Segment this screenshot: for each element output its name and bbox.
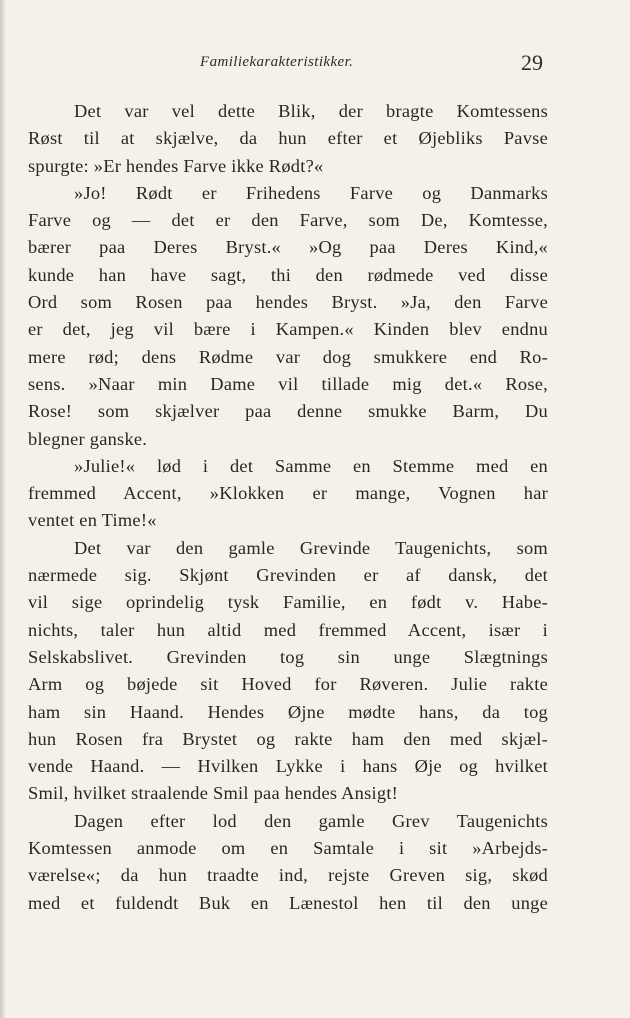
text-line: ventet en Time!« (28, 510, 157, 531)
text-line: Dagen efter lod den gamle Grev Taugenichts (74, 810, 548, 831)
text-line: Smil, hvilket straalende Smil paa hendes Ansigt! (28, 783, 399, 804)
text-line: nichts, taler hun altid med fremmed Accent, især i (28, 619, 548, 640)
text-line: ham sin Haand. Hendes Øjne mødte hans, da tog (28, 701, 548, 722)
text-line: sens. »Naar min Dame vil tillade mig det.« Rose, (28, 373, 548, 394)
text-line: Selskabslivet. Grevinden tog sin unge Slægtnings (28, 646, 548, 667)
text-line: bærer paa Deres Bryst.« »Og paa Deres Kind,« (28, 237, 548, 258)
running-title: Familiekarakteristikker. (200, 54, 354, 70)
text-line: vil sige oprindelig tysk Familie, en født v. Habe- (28, 592, 548, 613)
text-line: mere rød; dens Rødme var dog smukkere end Ro- (28, 346, 548, 367)
text-line: Arm og bøjede sit Hoved for Røveren. Julie rakte (28, 674, 548, 695)
text-line: værelse«; da hun traadte ind, rejste Greven sig, skød (28, 865, 548, 886)
text-line: Farve og — det er den Farve, som De, Komtesse, (28, 210, 548, 231)
text-line: Rose! som skjælver paa denne smukke Barm, Du (28, 401, 548, 422)
text-line: »Jo! Rødt er Frihedens Farve og Danmarks (74, 182, 548, 203)
text-line: Komtessen anmode om en Samtale i sit »Arbejds- (28, 838, 548, 859)
page-number: 29 (521, 50, 543, 75)
text-line: »Julie!« lød i det Samme en Stemme med en (74, 455, 548, 476)
text-line: spurgte: »Er hendes Farve ikke Rødt?« (28, 155, 324, 176)
text-line: Det var den gamle Grevinde Taugenichts, som (74, 537, 548, 558)
text-line: vende Haand. — Hvilken Lykke i hans Øje og hvilket (28, 756, 548, 777)
text-line: nærmede sig. Skjønt Grevinden er af dansk, det (28, 565, 548, 586)
text-line: Det var vel dette Blik, der bragte Komtessens (74, 101, 548, 121)
text-line: Røst til at skjælve, da hun efter et Øjebliks Pavse (28, 128, 548, 149)
text-line: med et fuldendt Buk en Lænestol hen til den unge (28, 892, 548, 913)
text-line: fremmed Accent, »Klokken er mange, Vognen har (28, 483, 548, 504)
text-line: Ord som Rosen paa hendes Bryst. »Ja, den Farve (28, 292, 548, 313)
text-line: blegner ganske. (28, 428, 148, 449)
text-line: kunde han have sagt, thi den rødmede ved disse (28, 264, 548, 285)
text-line: er det, jeg vil bære i Kampen.« Kinden blev endnu (28, 319, 548, 340)
page-gutter (0, 0, 6, 1018)
body-text (28, 98, 548, 917)
text-line: hun Rosen fra Brystet og rakte ham den med skjæl- (28, 728, 548, 749)
page-header (0, 50, 630, 80)
